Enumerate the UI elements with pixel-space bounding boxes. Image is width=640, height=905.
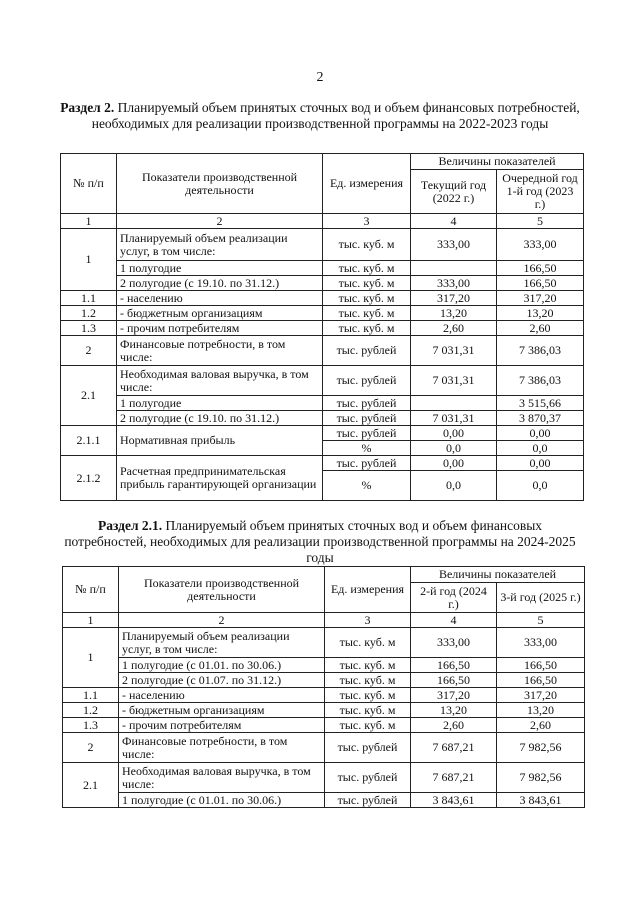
- row-num: 1.2: [63, 703, 119, 718]
- row-label: Необходимая валовая выручка, в том числе:: [117, 366, 323, 396]
- row-value: 0,0: [411, 471, 497, 501]
- row-value: 317,20: [411, 688, 497, 703]
- row-value: 333,00: [411, 628, 497, 658]
- row-value: 3 870,37: [497, 411, 584, 426]
- column-number-row: [63, 613, 585, 628]
- row-value: 2,60: [497, 718, 585, 733]
- table-row: [61, 306, 584, 321]
- row-num: 2: [61, 336, 117, 366]
- header-unit: Ед. измерения: [323, 154, 411, 214]
- row-unit: тыс. куб. м: [325, 628, 411, 658]
- section-2-title: Планируемый объем принятых сточных вод и объем финансовых потребностей, необходимых для реализации производственной программы на 2022-2023 годы: [91, 100, 580, 131]
- table-row: [63, 793, 585, 808]
- row-unit: тыс. куб. м: [325, 658, 411, 673]
- row-num: 2.1.2: [61, 456, 117, 501]
- row-unit: тыс. рублей: [325, 763, 411, 793]
- row-unit: тыс. рублей: [323, 456, 411, 471]
- header-unit: Ед. измерения: [325, 567, 411, 613]
- table-row: [63, 703, 585, 718]
- row-label: - прочим потребителям: [117, 321, 323, 336]
- table-row: [61, 456, 584, 471]
- table-row: [61, 411, 584, 426]
- row-value: 7 687,21: [411, 763, 497, 793]
- row-value: 333,00: [497, 628, 585, 658]
- row-value: 166,50: [497, 673, 585, 688]
- col-number: 2: [117, 214, 323, 229]
- row-label: 1 полугодие (с 01.01. по 30.06.): [119, 658, 325, 673]
- section-2-heading: [60, 100, 580, 132]
- row-unit: тыс. куб. м: [325, 673, 411, 688]
- row-value: 13,20: [497, 306, 584, 321]
- table-row: [61, 366, 584, 396]
- header-values-group: Величины показателей: [411, 567, 585, 583]
- row-unit: тыс. куб. м: [323, 321, 411, 336]
- row-value: 166,50: [411, 658, 497, 673]
- row-value: 0,00: [497, 456, 584, 471]
- row-value: 333,00: [497, 229, 584, 261]
- row-value: 2,60: [497, 321, 584, 336]
- row-unit: тыс. рублей: [323, 336, 411, 366]
- header-current-year: Текущий год (2022 г.): [411, 170, 497, 214]
- row-value: 3 843,61: [411, 793, 497, 808]
- section-2-label: Раздел 2.: [60, 100, 115, 115]
- row-unit: тыс. рублей: [323, 396, 411, 411]
- column-number-row: [61, 214, 584, 229]
- row-num: 1: [61, 229, 117, 291]
- row-label: - бюджетным организациям: [117, 306, 323, 321]
- row-value: 7 031,31: [411, 366, 497, 396]
- table-row: [61, 229, 584, 261]
- row-value: 2,60: [411, 718, 497, 733]
- section-2-1-table: [62, 566, 585, 808]
- row-unit: тыс. рублей: [325, 733, 411, 763]
- row-value: [411, 396, 497, 411]
- row-value: 0,00: [411, 426, 497, 441]
- row-value: 317,20: [411, 291, 497, 306]
- row-value: 13,20: [497, 703, 585, 718]
- row-label: 2 полугодие (с 19.10. по 31.12.): [117, 276, 323, 291]
- row-unit: тыс. рублей: [325, 793, 411, 808]
- row-value: 166,50: [497, 276, 584, 291]
- row-label: - прочим потребителям: [119, 718, 325, 733]
- table-row: [63, 628, 585, 658]
- col-number: 2: [119, 613, 325, 628]
- col-number: 3: [323, 214, 411, 229]
- row-label: Планируемый объем реализации услуг, в том числе:: [119, 628, 325, 658]
- col-number: 3: [325, 613, 411, 628]
- table-row: [61, 396, 584, 411]
- header-year-3: 3-й год (2025 г.): [497, 583, 585, 613]
- row-num: 2.1: [61, 366, 117, 426]
- row-value: 7 982,56: [497, 763, 585, 793]
- row-label: Нормативная прибыль: [117, 426, 323, 456]
- table-row: [63, 658, 585, 673]
- header-indicator: Показатели производственной деятельности: [117, 154, 323, 214]
- row-value: 166,50: [411, 673, 497, 688]
- row-label: - населению: [119, 688, 325, 703]
- col-number: 5: [497, 613, 585, 628]
- table-row: [61, 291, 584, 306]
- col-number: 1: [63, 613, 119, 628]
- row-value: 3 515,66: [497, 396, 584, 411]
- row-value: 0,0: [411, 441, 497, 456]
- row-value: 317,20: [497, 688, 585, 703]
- table-row: [63, 763, 585, 793]
- row-value: 0,0: [497, 471, 584, 501]
- section-2-1-label: Раздел 2.1.: [97, 518, 163, 533]
- row-label: 1 полугодие: [117, 396, 323, 411]
- row-value: [411, 261, 497, 276]
- row-unit: тыс. куб. м: [325, 703, 411, 718]
- row-unit: тыс. рублей: [323, 366, 411, 396]
- row-value: 13,20: [411, 306, 497, 321]
- row-unit: тыс. куб. м: [323, 306, 411, 321]
- row-value: 0,00: [497, 426, 584, 441]
- row-value: 3 843,61: [497, 793, 585, 808]
- row-value: 166,50: [497, 261, 584, 276]
- header-num: № п/п: [63, 567, 119, 613]
- header-year-2: 2-й год (2024 г.): [411, 583, 497, 613]
- row-unit: %: [323, 471, 411, 501]
- row-value: 333,00: [411, 276, 497, 291]
- col-number: 4: [411, 214, 497, 229]
- table-row: [63, 718, 585, 733]
- row-value: 0,0: [497, 441, 584, 456]
- row-unit: тыс. рублей: [323, 411, 411, 426]
- row-unit: тыс. рублей: [323, 426, 411, 441]
- page-number: 2: [316, 70, 324, 85]
- row-value: 317,20: [497, 291, 584, 306]
- header-next-year: Очередной год 1-й год (2023 г.): [497, 170, 584, 214]
- row-label: - бюджетным организациям: [119, 703, 325, 718]
- row-num: 1.2: [61, 306, 117, 321]
- row-num: 1.1: [63, 688, 119, 703]
- table-row: [61, 261, 584, 276]
- header-indicator: Показатели производственной деятельности: [119, 567, 325, 613]
- col-number: 1: [61, 214, 117, 229]
- row-num: 2: [63, 733, 119, 763]
- row-value: 7 687,21: [411, 733, 497, 763]
- col-number: 5: [497, 214, 584, 229]
- row-label: 1 полугодие: [117, 261, 323, 276]
- row-value: 333,00: [411, 229, 497, 261]
- row-label: Планируемый объем реализации услуг, в том числе:: [117, 229, 323, 261]
- row-value: 2,60: [411, 321, 497, 336]
- table-row: [61, 336, 584, 366]
- row-unit: тыс. куб. м: [323, 229, 411, 261]
- row-value: 7 031,31: [411, 411, 497, 426]
- row-value: 0,00: [411, 456, 497, 471]
- row-num: 2.1.1: [61, 426, 117, 456]
- row-label: Финансовые потребности, в том числе:: [117, 336, 323, 366]
- row-value: 7 031,31: [411, 336, 497, 366]
- row-num: 1.3: [61, 321, 117, 336]
- row-label: 1 полугодие (с 01.01. по 30.06.): [119, 793, 325, 808]
- section-2-1-heading: [60, 518, 580, 566]
- row-label: Финансовые потребности, в том числе:: [119, 733, 325, 763]
- row-label: - населению: [117, 291, 323, 306]
- row-value: 7 386,03: [497, 336, 584, 366]
- row-value: 7 386,03: [497, 366, 584, 396]
- header-values-group: Величины показателей: [411, 154, 584, 170]
- row-num: 1: [63, 628, 119, 688]
- table-row: [63, 733, 585, 763]
- row-num: 1.1: [61, 291, 117, 306]
- row-num: 2.1: [63, 763, 119, 808]
- section-2-1-title: Планируемый объем принятых сточных вод и объем финансовых потребностей, необходимых для реализации производственной программы на 2024-2025 годы: [64, 518, 576, 565]
- row-label: 2 полугодие (с 01.07. по 31.12.): [119, 673, 325, 688]
- row-value: 7 982,56: [497, 733, 585, 763]
- row-value: 166,50: [497, 658, 585, 673]
- row-unit: тыс. куб. м: [323, 291, 411, 306]
- row-label: 2 полугодие (с 19.10. по 31.12.): [117, 411, 323, 426]
- row-unit: тыс. куб. м: [323, 261, 411, 276]
- row-value: 13,20: [411, 703, 497, 718]
- row-unit: тыс. куб. м: [325, 718, 411, 733]
- table-row: [61, 276, 584, 291]
- header-num: № п/п: [61, 154, 117, 214]
- section-2-table: [60, 153, 584, 501]
- table-row: [63, 673, 585, 688]
- row-label: Расчетная предпринимательская прибыль гарантирующей организации: [117, 456, 323, 501]
- row-unit: тыс. куб. м: [323, 276, 411, 291]
- table-row: [63, 688, 585, 703]
- row-label: Необходимая валовая выручка, в том числе:: [119, 763, 325, 793]
- col-number: 4: [411, 613, 497, 628]
- row-unit: %: [323, 441, 411, 456]
- row-unit: тыс. куб. м: [325, 688, 411, 703]
- row-num: 1.3: [63, 718, 119, 733]
- table-row: [61, 321, 584, 336]
- table-row: [61, 426, 584, 441]
